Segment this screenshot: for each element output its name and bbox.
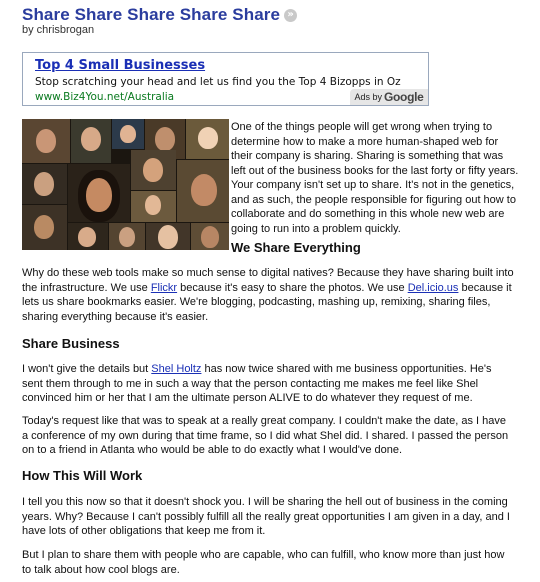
paragraph-line: But I plan to share them with people who are capable, who can fulfill, who know more than just how xyxy=(22,549,505,561)
paragraph-line: lets us share bookmarks easier. We're blogging, podcasting, mashing up, remixing, sharing files, xyxy=(22,296,491,308)
post-byline: by chrisbrogan xyxy=(22,24,95,36)
heading-we-share-everything: We Share Everything xyxy=(231,240,361,255)
ads-by-google-badge[interactable] xyxy=(350,89,428,105)
paragraph-line: a conference of my own during that time frame, so I did what Shel did. I shared. I passed the person xyxy=(22,429,509,442)
section2-paragraph-1 xyxy=(22,362,532,406)
intro-line: their company is sharing. Sharing is something that was xyxy=(231,150,504,162)
text-span: because it xyxy=(458,281,512,294)
section2-paragraph-2 xyxy=(22,414,532,458)
ad-title-link[interactable]: Top 4 Small Businesses xyxy=(35,58,206,73)
paragraph-line: Today's request like that was to speak at a really great company. I couldn't make the date, as I have xyxy=(22,415,506,427)
text-span: has now twice shared with me business opportunities. He's xyxy=(201,363,492,375)
intro-line: going to run into a problem quickly. xyxy=(231,222,401,235)
paragraph-line xyxy=(22,281,532,296)
paragraph-line: convinced him or her that I am the ultimate person ALIVE to do whatever they request of me. xyxy=(22,392,473,404)
section3-paragraph-1 xyxy=(22,495,532,539)
text-span: the infrastructure. We use xyxy=(22,281,151,294)
paragraph-line: years. Why? Because I can't possibly fulfill all the really great opportunities I am given in a day, and I xyxy=(22,510,510,523)
heading-share-business: Share Business xyxy=(22,336,120,351)
section1-paragraph xyxy=(22,266,532,324)
ad-description: Stop scratching your head and let us find you the Top 4 Bizopps in Oz xyxy=(35,76,401,88)
google-ad-box[interactable] xyxy=(22,52,429,106)
intro-line: determine how to make a more human-shaped web for xyxy=(231,135,499,148)
intro-line: Your company isn't set up to share. It's not in the genetics, xyxy=(231,179,515,191)
paragraph-line xyxy=(22,362,532,377)
paragraph-line: to talk about how cool blogs are. xyxy=(22,563,180,576)
text-span: I won't give the details but xyxy=(22,363,152,375)
paragraph-line: Why do these web tools make so much sense to digital natives? Because they have sharing built into xyxy=(22,267,514,279)
section3-paragraph-2 xyxy=(22,548,532,577)
post-title-row xyxy=(22,5,297,25)
text-span: because it's easy to share the photos. We use xyxy=(177,281,408,294)
intro-line: collaborate and do something in this whole new web are xyxy=(231,208,505,220)
paragraph-line: I tell you this now so that it doesn't shock you. I will be sharing the hell out of business in the coming xyxy=(22,496,508,508)
chevron-right-icon[interactable]: » xyxy=(284,9,297,22)
people-collage-photo xyxy=(22,119,229,250)
flickr-link[interactable]: Flickr xyxy=(150,281,178,294)
ads-by-label: Ads by xyxy=(354,92,382,102)
google-logo: Google xyxy=(383,90,424,104)
shel-holtz-link[interactable]: Shel Holtz xyxy=(151,363,202,375)
intro-paragraph xyxy=(231,120,518,236)
delicious-link[interactable]: Del.icio.us xyxy=(407,281,459,294)
intro-line: and as such, the people responsible for figuring out how to xyxy=(231,193,516,206)
heading-how-this-will-work: How This Will Work xyxy=(22,468,143,483)
intro-line: left out of the business books for the last forty or fifty years. xyxy=(231,164,519,177)
ad-url[interactable]: www.Biz4You.net/Australia xyxy=(35,91,175,103)
intro-line: One of the things people will get wrong when trying to xyxy=(231,121,493,133)
post-title[interactable]: Share Share Share Share Share xyxy=(22,5,281,24)
paragraph-line: on to a friend in Atlanta who would be able to do exactly what I would've done. xyxy=(22,444,403,456)
paragraph-line: have lots of other obligations that keep me from it. xyxy=(22,525,266,537)
paragraph-line: sharing everything because it's easier. xyxy=(22,310,209,323)
paragraph-line: sent them through to me in such a way that the person contacting me makes me feel like Shel xyxy=(22,377,479,390)
